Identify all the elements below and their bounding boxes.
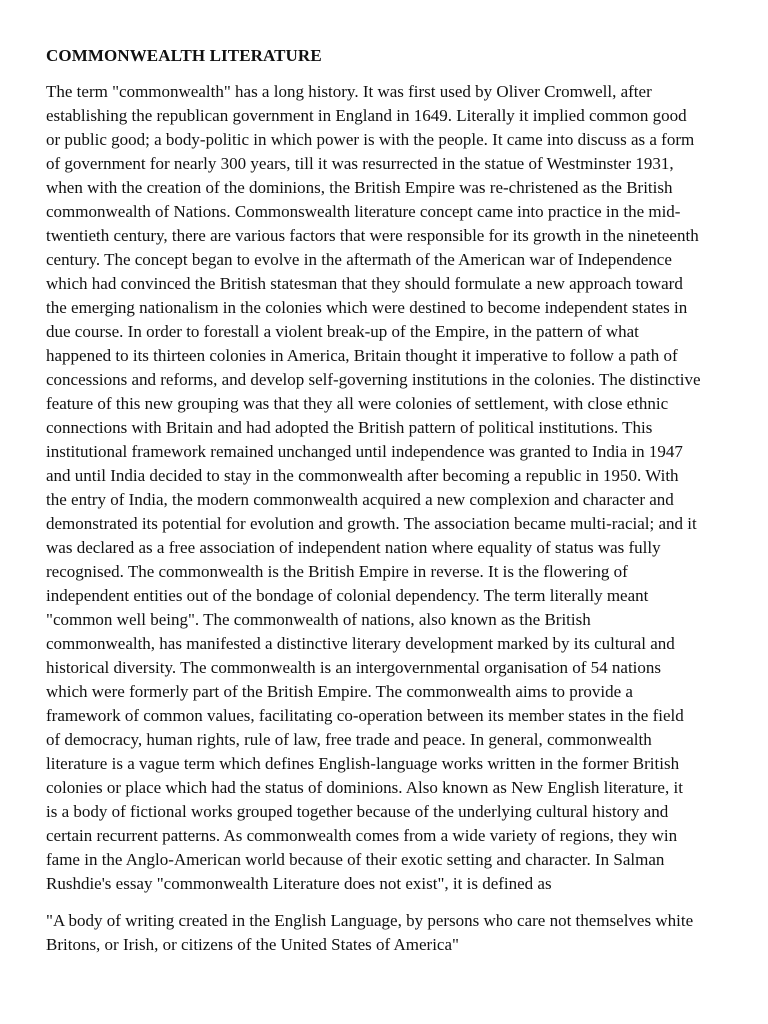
- paragraph-line: feature of this new grouping was that they all were colonies of settlement, with close ethnic: [46, 394, 669, 413]
- paragraph-line: fame in the Anglo-American world because of their exotic setting and character. In Salman: [46, 850, 665, 869]
- paragraph-line: happened to its thirteen colonies in America, Britain thought it imperative to follow a path of: [46, 346, 678, 365]
- paragraph-line: twentieth century, there are various factors that were responsible for its growth in the nineteenth: [46, 226, 699, 245]
- paragraph-line: historical diversity. The commonwealth is an intergovernmental organisation of 54 nations: [46, 658, 662, 677]
- paragraph-line: the emerging nationalism in the colonies which were destined to become independent states in: [46, 298, 688, 317]
- paragraph-line: was declared as a free association of independent nation where equality of status was fully: [46, 538, 661, 557]
- main-paragraph: [46, 80, 722, 896]
- paragraph-line: connections with Britain and had adopted the British pattern of political institutions. This: [46, 418, 653, 437]
- document-title: COMMONWEALTH LITERATURE: [46, 46, 322, 65]
- paragraph-line: Rushdie's essay "commonwealth Literature does not exist", it is defined as: [46, 874, 552, 893]
- quote-line: "A body of writing created in the English Language, by persons who care not themselves white: [46, 911, 694, 930]
- rushdie-quote: [46, 909, 722, 957]
- paragraph-line: The term "commonwealth" has a long history. It was first used by Oliver Cromwell, after: [46, 82, 652, 101]
- paragraph-line: commonwealth of Nations. Commonswealth literature concept came into practice in the mid-: [46, 202, 681, 221]
- paragraph-line: independent entities out of the bondage of colonial dependency. The term literally meant: [46, 586, 649, 605]
- paragraph-line: establishing the republican government in England in 1649. Literally it implied common good: [46, 106, 687, 125]
- paragraph-line: "common well being". The commonwealth of nations, also known as the British: [46, 610, 591, 629]
- paragraph-line: which had convinced the British statesman that they should formulate a new approach toward: [46, 274, 683, 293]
- paragraph-line: institutional framework remained unchanged until independence was granted to India in 1947: [46, 442, 683, 461]
- paragraph-line: demonstrated its potential for evolution and growth. The association became multi-racial; and it: [46, 514, 697, 533]
- paragraph-line: of democracy, human rights, rule of law, free trade and peace. In general, commonwealth: [46, 730, 652, 749]
- paragraph-line: when with the creation of the dominions, the British Empire was re-christened as the British: [46, 178, 673, 197]
- paragraph-line: is a body of fictional works grouped together because of the underlying cultural history and: [46, 802, 669, 821]
- paragraph-line: which were formerly part of the British Empire. The commonwealth aims to provide a: [46, 682, 633, 701]
- paragraph-line: colonies or place which had the status of dominions. Also known as New English literature, it: [46, 778, 683, 797]
- paragraph-line: century. The concept began to evolve in the aftermath of the American war of Independence: [46, 250, 672, 269]
- paragraph-line: recognised. The commonwealth is the British Empire in reverse. It is the flowering of: [46, 562, 628, 581]
- paragraph-line: the entry of India, the modern commonwealth acquired a new complexion and character and: [46, 490, 674, 509]
- paragraph-line: certain recurrent patterns. As commonwealth comes from a wide variety of regions, they win: [46, 826, 678, 845]
- paragraph-line: commonwealth, has manifested a distinctive literary development marked by its cultural and: [46, 634, 675, 653]
- paragraph-line: or public good; a body-politic in which power is with the people. It came into discuss as a form: [46, 130, 695, 149]
- paragraph-line: concessions and reforms, and develop self-governing institutions in the colonies. The distinctive: [46, 370, 701, 389]
- quote-line: Britons, or Irish, or citizens of the United States of America": [46, 935, 459, 954]
- paragraph-line: of government for nearly 300 years, till it was resurrected in the statue of Westminster 1931,: [46, 154, 674, 173]
- paragraph-line: and until India decided to stay in the commonwealth after becoming a republic in 1950. With: [46, 466, 679, 485]
- paragraph-line: literature is a vague term which defines English-language works written in the former British: [46, 754, 680, 773]
- paragraph-line: due course. In order to forestall a violent break-up of the Empire, in the pattern of what: [46, 322, 639, 341]
- paragraph-line: framework of common values, facilitating co-operation between its member states in the field: [46, 706, 684, 725]
- document-page: [46, 44, 722, 957]
